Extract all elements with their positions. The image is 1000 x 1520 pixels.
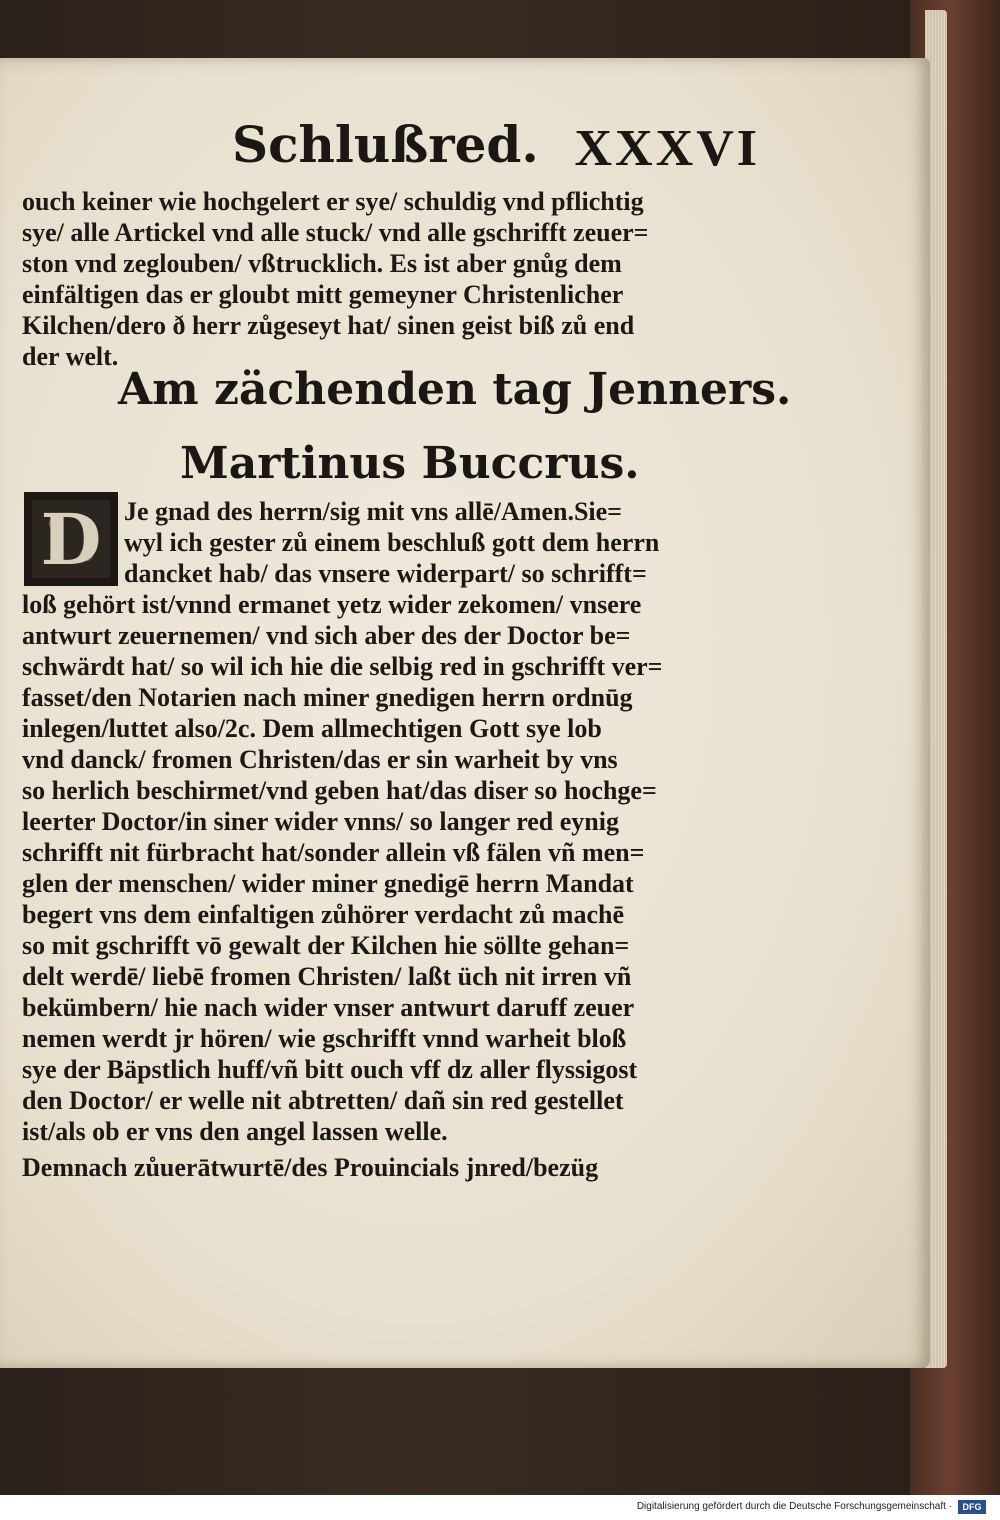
text-line: einfältigen das er gloubt mitt gemeyner Christenlicher (22, 280, 624, 309)
text-line: Demnach zůuerātwurtē/des Prouincials jnred/bezüg (22, 1153, 599, 1182)
text-line: bekümbern/ hie nach wider vnser antwurt daruff zeuer (22, 993, 635, 1022)
text-line: so mit gschrifft vō gewalt der Kilchen hie söllte gehan= (22, 931, 630, 960)
text-line: der welt. (22, 342, 119, 371)
text-line: begert vns dem einfaltigen zůhörer verdacht zů machē (22, 900, 624, 929)
text-line: leerter Doctor/in siner wider vnns/ so langer red eynig (22, 807, 619, 836)
text-line: sye der Bäpstlich huff/vñ bitt ouch vff dz aller flyssigost (22, 1055, 638, 1084)
text-line: dancket hab/ das vnsere widerpart/ so schrifft= (124, 559, 647, 588)
text-line: Kilchen/dero ð herr zůgeseyt hat/ sinen geist biß zů end (22, 311, 635, 340)
running-title: Schlußred. (232, 115, 539, 174)
page-header (232, 115, 760, 185)
text-line: schrifft nit fürbracht hat/sonder allein vß fälen vñ men= (22, 838, 645, 867)
text-line: loß gehört ist/vnnd ermanet yetz wider zekomen/ vnsere (22, 590, 642, 619)
folio-number: XXXVI (574, 120, 760, 177)
paragraph-2 (22, 496, 722, 1147)
text-line: ston vnd zeglouben/ vßtrucklich. Es ist aber gnůg dem (22, 249, 622, 278)
text-line: ouch keiner wie hochgelert er sye/ schuldig vnd pflichtig (22, 187, 644, 216)
date-heading: Am zächenden tag Jenners. (118, 364, 792, 415)
text-line: fasset/den Notarien nach miner gnedigen herrn ordnūg (22, 683, 633, 712)
text-line: Je gnad des herrn/sig mit vns allē/Amen.Sie= (124, 497, 622, 526)
dfg-logo-icon: DFG (958, 1500, 986, 1514)
text-line: den Doctor/ er welle nit abtretten/ dañ sin red gestellet (22, 1086, 624, 1115)
text-line: delt werdē/ liebē fromen Christen/ laßt üch nit irren vñ (22, 962, 632, 991)
text-line: schwärdt hat/ so wil ich hie die selbig red in gschrifft ver= (22, 652, 663, 681)
funding-credit: Digitalisierung gefördert durch die Deutsche Forschungsgemeinschaft · (636, 1501, 952, 1512)
text-line: antwurt zeuernemen/ vnd sich aber des der Doctor be= (22, 621, 631, 650)
text-line: vnd danck/ fromen Christen/das er sin warheit by vns (22, 745, 618, 774)
text-line: ist/als ob er vns den angel lassen welle. (22, 1117, 448, 1146)
author-heading: Martinus Buccrus. (180, 438, 640, 489)
text-line: glen der menschen/ wider miner gnedigē herrn Mandat (22, 869, 634, 898)
text-line: so herlich beschirmet/vnd geben hat/das diser so hochge= (22, 776, 657, 805)
text-line: nemen werdt jr hören/ wie gschrifft vnnd warheit bloß (22, 1024, 627, 1053)
text-line: inlegen/luttet also/2c. Dem allmechtigen Gott sye lob (22, 714, 602, 743)
text-line: sye/ alle Artickel vnd alle stuck/ vnd alle gschrifft zeuer= (22, 218, 649, 247)
text-line: wyl ich gester zů einem beschluß gott dem herrn (124, 528, 660, 557)
initial-letter: D (40, 497, 102, 581)
paragraph-3 (22, 1152, 722, 1183)
paragraph-1 (22, 186, 722, 372)
